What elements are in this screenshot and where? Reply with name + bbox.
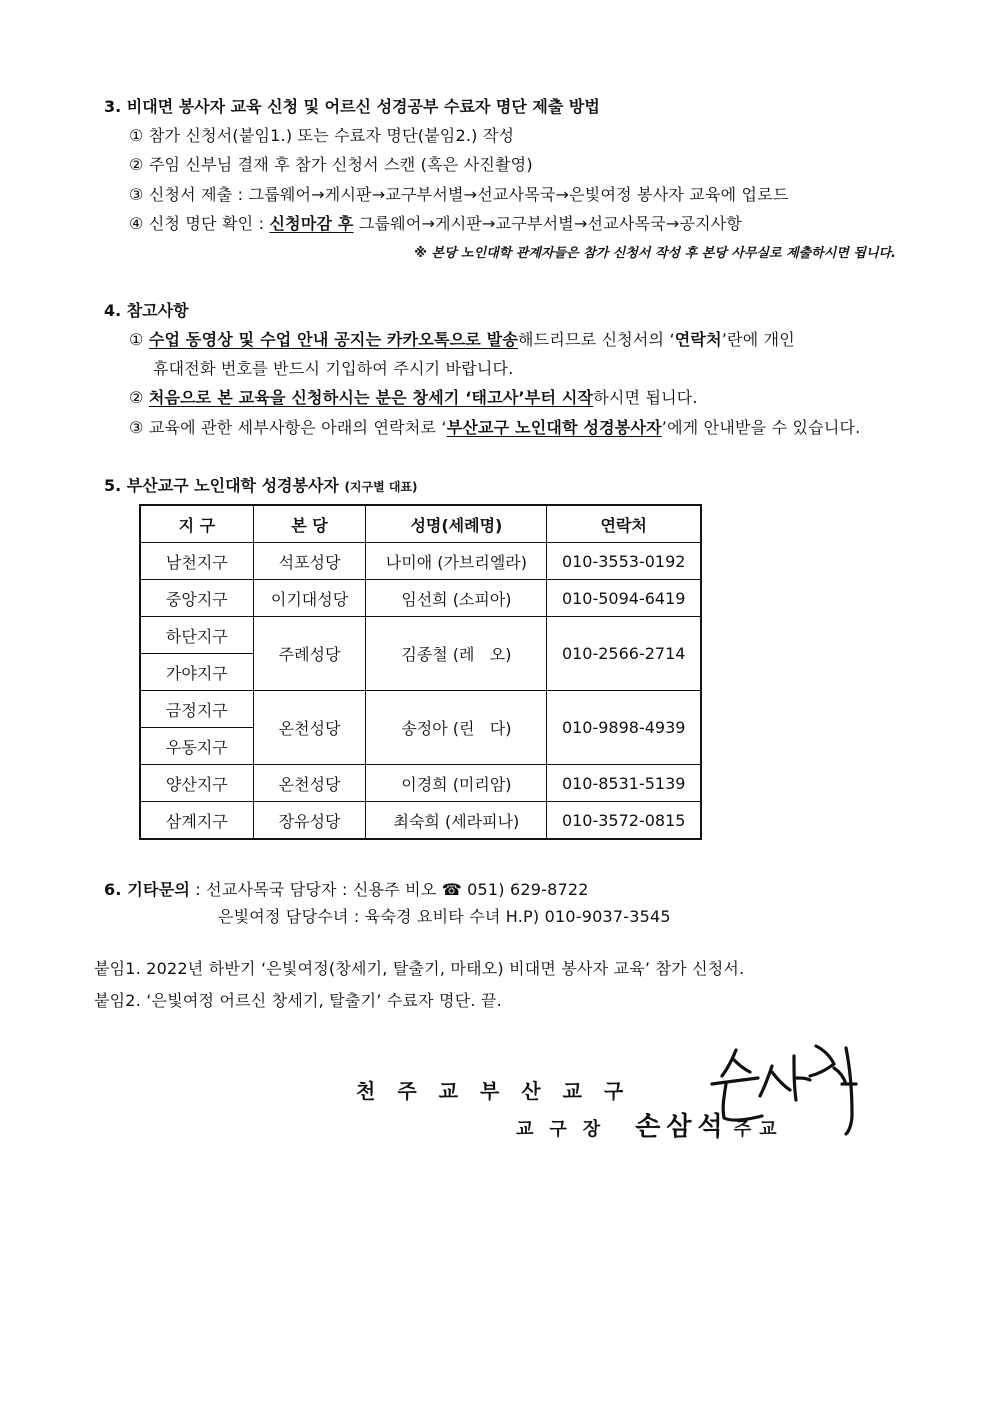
section3-item-3: ③ 신청서 제출 : 그룹웨어→게시판→교구부서별→선교사목국→은빛여정 봉사자 교육에 업로드 xyxy=(129,185,789,204)
district-cell: 양산지구 xyxy=(140,765,253,802)
district-cell: 금정지구 xyxy=(140,691,253,728)
parish-cell: 장유성당 xyxy=(253,802,366,840)
header-district: 지 구 xyxy=(140,505,253,543)
name-cell: 임선희 (소피아) xyxy=(366,580,547,617)
district-cell: 하단지구 xyxy=(140,617,253,654)
section6-label: 6. 기타문의 xyxy=(104,880,191,899)
section4-item-2 xyxy=(129,385,698,408)
parish-cell: 온천성당 xyxy=(253,691,366,765)
district-cell: 가야지구 xyxy=(140,654,253,691)
issuer-name: 손삼석 xyxy=(635,1112,729,1142)
table-header-row xyxy=(140,505,701,543)
handwritten-signature xyxy=(706,1038,866,1138)
section5-title-text: 5. 부산교구 노인대학 성경봉사자 xyxy=(104,476,339,495)
district-cell: 남천지구 xyxy=(140,543,253,580)
contact-field-emphasis: 연락처 xyxy=(674,330,722,349)
parish-cell: 온천성당 xyxy=(253,765,366,802)
issuer-organization: 천주교부산교구 xyxy=(356,1079,646,1103)
table-row xyxy=(140,580,701,617)
section4-item-1-number: ① xyxy=(129,330,144,349)
section3-item-4-suffix: 그룹웨어→게시판→교구부서별→선교사목국→공지사항 xyxy=(353,214,743,233)
phone-cell: 010-5094-6419 xyxy=(547,580,701,617)
issuer-title: 교구장 xyxy=(516,1119,617,1140)
table-row xyxy=(140,543,701,580)
name-cell: 이경희 (미리암) xyxy=(366,765,547,802)
name-cell: 최숙희 (세라피나) xyxy=(366,802,547,840)
volunteer-emphasis: 부산교구 노인대학 성경봉사자 xyxy=(446,418,662,437)
district-cell: 중앙지구 xyxy=(140,580,253,617)
header-name: 성명(세례명) xyxy=(366,505,547,543)
section4-item-1-end: ’란에 개인 xyxy=(721,330,795,349)
deadline-emphasis: 신청마감 후 xyxy=(269,214,354,233)
parish-cell: 이기대성당 xyxy=(253,580,366,617)
section3-item-4-prefix: ④ 신청 명단 확인 : xyxy=(129,214,270,233)
header-parish: 본 당 xyxy=(253,505,366,543)
district-cell: 우동지구 xyxy=(140,728,253,765)
section3-item-4 xyxy=(129,211,742,234)
issuer-rank: 주교 xyxy=(733,1119,785,1140)
section3-note: ※ 본당 노인대학 관계자들은 참가 신청서 작성 후 본당 사무실로 제출하시면 됩니다. xyxy=(414,246,896,261)
phone-cell: 010-3572-0815 xyxy=(547,802,701,840)
attachment-1: 붙임1. 2022년 하반기 ‘은빛여정(창세기, 탈출기, 마태오) 비대면 봉사자 교육’ 참가 신청서. xyxy=(94,959,745,978)
section6-line1 xyxy=(104,877,589,900)
attachment-2: 붙임2. ‘은빛여정 어르신 창세기, 탈출기’ 수료자 명단. 끝. xyxy=(94,991,502,1010)
section4-item-2-end: 하시면 됩니다. xyxy=(593,388,698,407)
section5-title xyxy=(104,473,418,496)
section3-item-1: ① 참가 신청서(붙임1.) 또는 수료자 명단(붙임2.) 작성 xyxy=(129,126,515,145)
name-cell: 김종철 (레 오) xyxy=(366,617,547,691)
section4-title: 4. 참고사항 xyxy=(104,301,189,320)
table-row xyxy=(140,802,701,840)
table-row xyxy=(140,691,701,728)
header-phone: 연락처 xyxy=(547,505,701,543)
section6-contact-2: 은빛여정 담당수녀 : 육숙경 요비타 수녀 H.P) 010-9037-3545 xyxy=(218,907,671,926)
name-cell: 나미애 (가브리엘라) xyxy=(366,543,547,580)
phone-cell: 010-9898-4939 xyxy=(547,691,701,765)
parish-cell: 주례성당 xyxy=(253,617,366,691)
start-point-emphasis: 처음으로 본 교육을 신청하시는 분은 창세기 ‘태고사’부터 시작 xyxy=(148,388,594,407)
kakao-notice-emphasis: 수업 동영상 및 수업 안내 공지는 카카오톡으로 발송 xyxy=(148,330,519,349)
section4-item-3 xyxy=(129,415,860,438)
section3-title: 3. 비대면 봉사자 교육 신청 및 어르신 성경공부 수료자 명단 제출 방법 xyxy=(104,97,600,116)
phone-cell: 010-3553-0192 xyxy=(547,543,701,580)
section4-item-2-number: ② xyxy=(129,388,144,407)
section5-subtitle: (지구별 대표) xyxy=(344,480,418,494)
section4-item-3-end: ’에게 안내받을 수 있습니다. xyxy=(661,418,861,437)
section4-item-1 xyxy=(129,327,795,350)
table-row xyxy=(140,765,701,802)
phone-cell: 010-8531-5139 xyxy=(547,765,701,802)
phone-cell: 010-2566-2714 xyxy=(547,617,701,691)
section4-item-1-mid: 해드리므로 신청서의 ‘ xyxy=(518,330,675,349)
section3-item-2: ② 주임 신부님 결재 후 참가 신청서 스캔 (혹은 사진촬영) xyxy=(129,155,533,174)
volunteer-contact-table xyxy=(139,504,702,840)
table-row xyxy=(140,617,701,654)
name-cell: 송정아 (린 다) xyxy=(366,691,547,765)
parish-cell: 석포성당 xyxy=(253,543,366,580)
section4-item-1-line2: 휴대전화 번호를 반드시 기입하여 주시기 바랍니다. xyxy=(153,359,514,378)
district-cell: 삼계지구 xyxy=(140,802,253,840)
section4-item-3-prefix: ③ 교육에 관한 세부사항은 아래의 연락처로 ‘ xyxy=(129,418,447,437)
section6-contact-1: : 선교사목국 담당자 : 신용주 비오 ☎ 051) 629-8722 xyxy=(190,880,589,899)
